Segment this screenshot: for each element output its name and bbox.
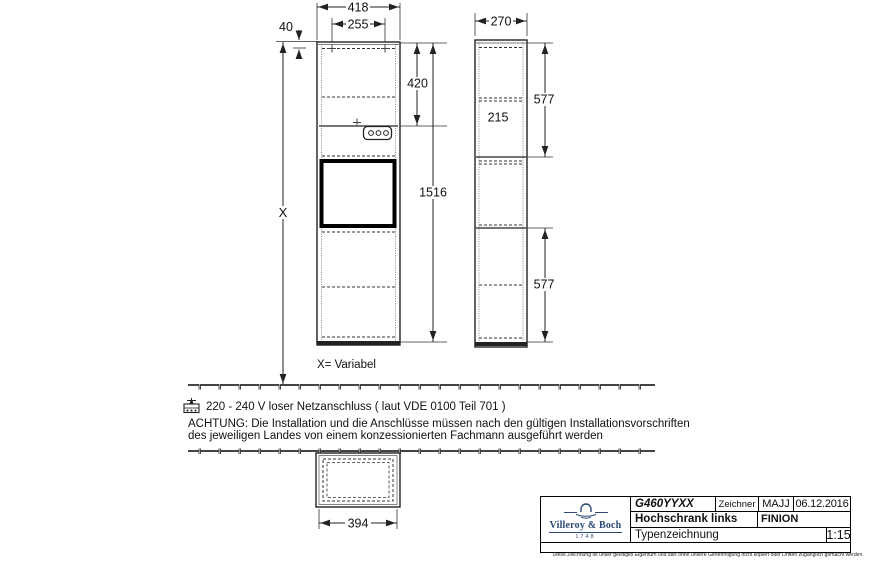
front-view: [275, 1, 448, 385]
side-view: [475, 13, 556, 347]
dim-side-upper-section: 577: [533, 92, 555, 107]
brand-name: Villeroy & Boch: [549, 519, 622, 531]
brand-year: 1748: [575, 533, 596, 540]
dim-variable-height: X: [278, 205, 288, 220]
dim-upper-section: 420: [407, 76, 428, 91]
title-block-row-3: [631, 528, 850, 542]
brand-logo: [541, 497, 631, 542]
warning-note-line1: ACHTUNG: Die Installation und die Anschlüsse müssen nach den gültigen Installationsvorschriften: [188, 418, 690, 430]
disclaimer-strip: [541, 542, 864, 558]
drawing-type: Typenzeichnung: [635, 528, 719, 541]
dim-hole-span: 255: [347, 17, 369, 32]
article-number: G460YYXX: [635, 498, 694, 511]
title-block: [540, 496, 864, 558]
dim-inner-depth: 215: [487, 110, 509, 125]
villeroy-boch-emblem-icon: [555, 501, 617, 520]
variable-note: X= Variabel: [317, 359, 376, 371]
open-shelf-compartment: [322, 161, 395, 226]
outlet-symbol: [364, 127, 392, 140]
warning-note-line2: des jeweiligen Landes von einem konzessionierten Fachmann ausgeführt werden: [188, 429, 603, 442]
dim-front-width: 418: [347, 0, 369, 15]
title-block-row-2: [631, 512, 850, 527]
side-cabinet-outline: [475, 40, 527, 347]
title-block-row-1: [631, 497, 850, 512]
front-cabinet-outline: [317, 42, 400, 345]
plan-view: [316, 453, 400, 531]
drawing-date: 06.12.2016: [793, 497, 850, 511]
power-connection-icon: [184, 398, 199, 413]
drafter-label: Zeichner: [715, 497, 758, 511]
wall-hatch-upper: [188, 384, 655, 390]
dim-side-lower-section: 577: [533, 277, 555, 292]
title-block-grid: [631, 497, 850, 542]
dim-hole-offset: 40: [279, 20, 293, 34]
wall-hatch-lower: [188, 449, 655, 455]
disclaimer-text: Diese Zeichnung ist unser geistiges Eigentum und darf ohne unsere Genehmigung nicht kopiert oder Dritten zugänglich gemacht werden.: [552, 552, 864, 558]
drafter-initials: MAJJ: [758, 497, 793, 511]
drawing-scale: 1:15: [826, 527, 851, 542]
dim-plan-width: 394: [347, 516, 369, 531]
product-name: Hochschrank links: [635, 513, 738, 526]
dim-total-height: 1516: [419, 185, 447, 200]
dim-depth: 270: [490, 14, 512, 29]
collection-name: FINION: [757, 512, 850, 526]
power-note: 220 - 240 V loser Netzanschluss ( laut VDE 0100 Teil 701 ): [206, 401, 506, 413]
